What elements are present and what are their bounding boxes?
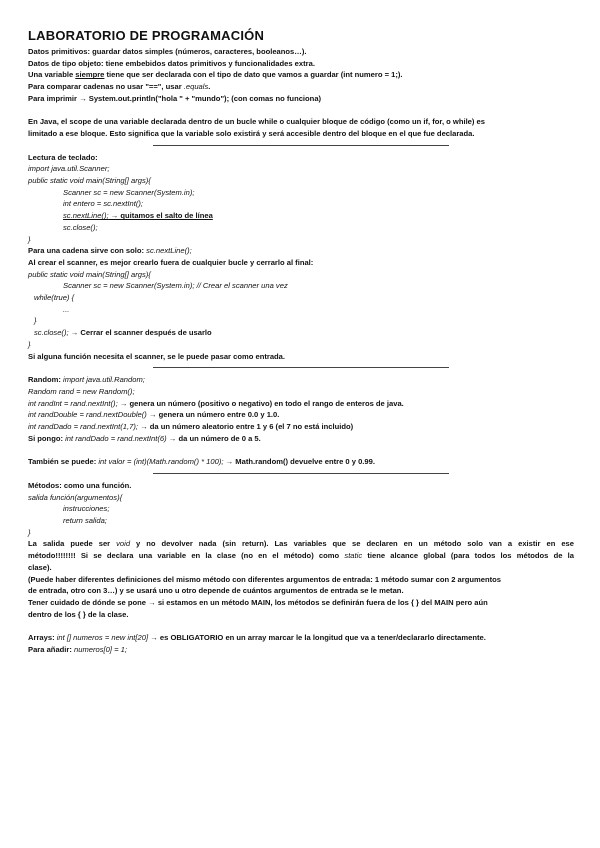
code-line: sc.close(); → Cerrar el scanner después de usarlo <box>34 328 212 338</box>
methods-paragraph-scope: La salida puede ser void y no devolver nada (sin return). Las variables que se declaren en un método solo van a existir en ese método!!!!!!!! Si se declara una variable en la clase (no en el método) como static tiene alcance global (para todos los métodos de la clase). <box>28 539 574 572</box>
methods-paragraph-overload: (Puede haber diferentes definiciones del mismo método con diferentes argumentos de entrada: 1 método sumar con 2 argumentos de entrada, otro con 3…) y se usará uno u otro depende de cuántos argumentos de entrada se le metan. <box>28 574 502 596</box>
divider <box>153 473 449 474</box>
code-line: Scanner sc = new Scanner(System.in); // Crear el scanner una vez <box>63 281 288 291</box>
code-line: sc.close(); <box>63 222 98 232</box>
scope-line-1: En Java, el scope de una variable declarada dentro de un bucle while o cualquier bloque de código (como un if, for, o while) es <box>28 117 485 127</box>
arrays-add: Para añadir: numeros[0] = 1; <box>28 644 127 654</box>
scanner-note-string: Para una cadena sirve con solo: sc.nextLine(); <box>28 246 192 256</box>
scanner-heading: Lectura de teclado: <box>28 152 98 162</box>
random-range: int randDado = rand.nextInt(1,7); → da un número aleatorio entre 1 y 6 (el 7 no está incluido) <box>28 422 354 432</box>
methods-heading: Métodos: como una función. <box>28 480 132 490</box>
intro-line-object: Datos de tipo objeto: tiene embebidos datos primitivos y funcionalidades extra. <box>28 58 315 68</box>
scope-line-2: limitado a ese bloque. Esto significa que la variable solo existirá y será accesible dentro del bloque en el que fue declarada. <box>28 128 475 138</box>
code-line: salida función(argumentos){ <box>28 492 123 502</box>
random-nextdouble: int randDouble = rand.nextDouble() → genera un número entre 0.0 y 1.0. <box>28 410 280 420</box>
code-line: public static void main(String[] args){ <box>28 176 151 186</box>
code-line: sc.nextLine(); → quitamos el salto de línea <box>63 211 213 221</box>
arrays-declare: Arrays: int [] numeros = new int[20] → es OBLIGATORIO en un array marcar le la longitud que va a tener/declararlo directamente. <box>28 633 486 642</box>
random-nextint: int randInt = rand.nextInt(); → genera un número (positivo o negativo) en todo el rango de enteros de java. <box>28 398 404 408</box>
divider <box>153 367 449 368</box>
code-line: } <box>28 527 31 537</box>
page-title: LABORATORIO DE PROGRAMACIÓN <box>28 28 265 43</box>
intro-line-print: Para imprimir → System.out.println("hola " + "mundo"); (con comas no funciona) <box>28 93 322 103</box>
code-line: return salida; <box>63 515 107 525</box>
code-line: int entero = sc.nextInt(); <box>63 199 143 209</box>
divider <box>153 145 449 146</box>
code-line: } <box>28 234 31 244</box>
code-line: } <box>28 339 31 349</box>
document-page <box>28 28 574 655</box>
methods-paragraph-main: Tener cuidado de dónde se pone → si estamos en un método MAIN, los métodos se definirán fuera de los { } del MAIN pero aún dentro de los { } de la clase. <box>28 597 488 619</box>
code-line: ... <box>63 304 70 314</box>
code-line: import java.util.Scanner; <box>28 164 110 174</box>
scanner-note-pass: Si alguna función necesita el scanner, se le puede pasar como entrada. <box>28 351 286 361</box>
code-line: } <box>34 316 37 326</box>
code-line: Scanner sc = new Scanner(System.in); <box>63 187 195 197</box>
code-line: instrucciones; <box>63 504 110 514</box>
random-import: Random: import java.util.Random; <box>28 375 145 385</box>
code-line: public static void main(String[] args){ <box>28 269 151 279</box>
code-line: Random rand = new Random(); <box>28 386 135 396</box>
scanner-note-outside-loop: Al crear el scanner, es mejor crearlo fuera de cualquier bucle y cerrarlo al final: <box>28 257 314 267</box>
math-random: También se puede: int valor = (int)(Math.random() * 100); → Math.random() devuelve entre 0 y 0.99. <box>28 457 375 467</box>
intro-line-primitive: Datos primitivos: guardar datos simples (números, caracteres, booleanos…). <box>28 47 307 56</box>
intro-line-compare: Para comparar cadenas no usar "==", usar .equals. <box>28 82 211 92</box>
intro-line-variable: Una variable siempre tiene que ser declarada con el tipo de dato que vamos a guardar (int numero = 1;). <box>28 70 403 80</box>
code-line: while(true) { <box>34 293 75 303</box>
random-bound: Si pongo: int randDado = rand.nextInt(6) → da un número de 0 a 5. <box>28 433 261 443</box>
